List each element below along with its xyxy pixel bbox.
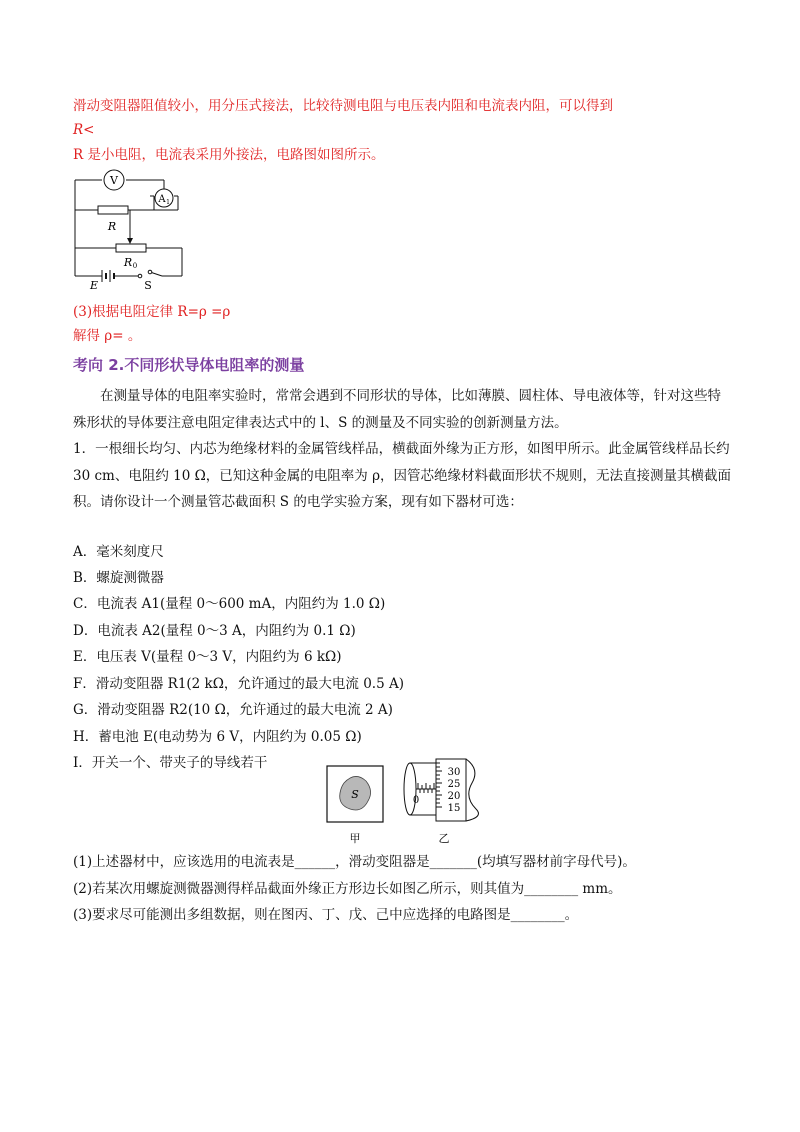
option-h: H．蓄电池 E(电动势为 6 V，内阻约为 0.05 Ω) <box>73 729 362 745</box>
answer-line-2: R< <box>73 122 95 138</box>
rheostat-label: R <box>123 256 133 269</box>
answer-line-1: 滑动变阻器阻值较小，用分压式接法，比较待测电阻与电压表内阻和电流表内阻，可以得到 <box>73 98 613 114</box>
option-a: A．毫米刻度尺 <box>73 544 164 560</box>
resistor-label: R <box>107 220 117 233</box>
ammeter-label: A <box>158 194 166 205</box>
subquestion-1: (1)上述器材中，应该选用的电流表是______，滑动变阻器是_______(均填写器材前字母代号)。 <box>73 854 636 870</box>
answer-line-5: 解得 ρ= 。 <box>73 328 142 344</box>
answer-line-3: R 是小电阻，电流表采用外接法，电路图如图所示。 <box>73 147 385 163</box>
switch-icon <box>138 274 142 278</box>
question-paragraph: 1．一根细长均匀、内芯为绝缘材料的金属管线样品，横截面外缘为正方形，如图甲所示。此金属管线样品长约 30 cm、电阻约 10 Ω，已知这种金属的电阻率为 ρ，因管芯绝缘材料截面形状不规则，无法直接测量其横截面积。请你设计一个测量管芯截面积 S 的电学实验方案，现有如下器材可选： <box>73 441 732 510</box>
battery-label: E <box>89 279 99 292</box>
resistor-icon <box>98 206 128 214</box>
option-d: D．电流表 A2(量程 0～3 A，内阻约为 0.1 Ω) <box>73 623 356 639</box>
intro-paragraph: 在测量导体的电阻率实验时，常常会遇到不同形状的导体，比如薄膜、圆柱体、导电液体等，针对这些特殊形状的导体要注意电阻定律表达式中的 l、S 的测量及不同实验的创新测量方法。 <box>73 388 721 431</box>
scale-tick-20: 20 <box>447 791 461 802</box>
figure-yi-caption: 乙 <box>438 832 450 845</box>
sleeve-zero-label: 0 <box>412 795 420 806</box>
figure-yi <box>396 755 496 845</box>
option-c: C．电流表 A1(量程 0～600 mA，内阻约为 1.0 Ω) <box>73 596 386 612</box>
option-e: E．电压表 V(量程 0～3 V，内阻约为 6 kΩ) <box>73 649 342 665</box>
voltmeter-label: V <box>110 174 118 187</box>
figure-jia-caption: 甲 <box>349 832 361 845</box>
section-heading: 考向 2.不同形状导体电阻率的测量 <box>73 356 305 374</box>
scale-tick-15: 15 <box>447 803 461 814</box>
ammeter-subscript: 1 <box>166 199 170 206</box>
answer-line-4: (3)根据电阻定律 R=ρ =ρ <box>73 304 231 320</box>
slider-arrow-icon <box>127 238 133 244</box>
subquestion-3: (3)要求尽可能测出多组数据，则在图丙、丁、戊、己中应选择的电路图是________。 <box>73 907 579 923</box>
switch-label: S <box>144 279 152 292</box>
scale-tick-30: 30 <box>447 767 461 778</box>
scale-tick-25: 25 <box>447 779 461 790</box>
option-b: B．螺旋测微器 <box>73 570 164 586</box>
option-f: F．滑动变阻器 R1(2 kΩ，允许通过的最大电流 0.5 A) <box>73 676 404 692</box>
rheostat-icon <box>116 244 146 252</box>
subquestion-2: (2)若某次用螺旋测微器测得样品截面外缘正方形边长如图乙所示，则其值为________ mm。 <box>73 881 622 897</box>
option-i: I．开关一个、带夹子的导线若干 <box>73 755 268 771</box>
circuit-diagram <box>70 168 190 292</box>
cross-section-label: S <box>351 788 359 801</box>
rheostat-subscript: 0 <box>132 262 138 270</box>
option-g: G．滑动变阻器 R2(10 Ω，允许通过的最大电流 2 A) <box>73 702 393 718</box>
figure-jia <box>322 763 392 845</box>
